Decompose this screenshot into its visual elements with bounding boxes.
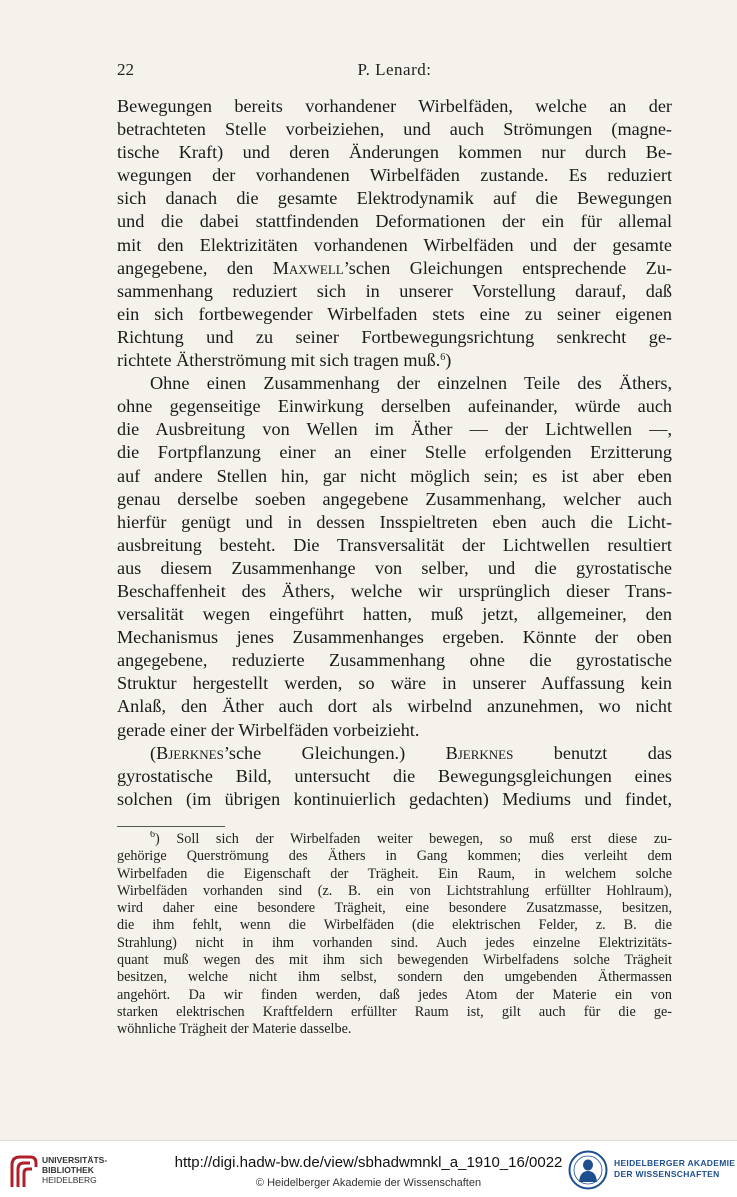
academy-seal-icon[interactable] bbox=[568, 1150, 608, 1190]
body-line: ausbreitung besteht. Die Transversalität der Lichtwellen resultiert bbox=[117, 534, 672, 555]
body-line: sich danach die gesamte Elektrodynamik auf die Bewegungen bbox=[117, 188, 672, 209]
body-line: Struktur hergestellt werden, so wäre in unserer Auffassung kein bbox=[117, 673, 672, 694]
body-line: richtete Ätherströmung mit sich tragen muß.$^6$) bbox=[117, 350, 452, 371]
footnote-line: quant muß wegen des mit ihm sich bewegenden Wirbelfadens solche Trägheit bbox=[117, 952, 672, 969]
body-line: genau derselbe soeben angegebene Zusammenhang, welcher auch bbox=[117, 488, 672, 509]
body-line: sammenhang reduziert sich in unserer Vorstellung darauf, daß bbox=[117, 280, 672, 301]
body-line: gerade einer der Wirbelfäden vorbeizieht. bbox=[117, 719, 420, 740]
page-number: 22 bbox=[117, 60, 134, 79]
body-line: solchen (im übrigen kontinuierlich gedachten) Mediums und findet, bbox=[117, 788, 672, 809]
body-line: angegebene, reduzierte Zusammenhang ohne die gyrostatische bbox=[117, 650, 672, 671]
body-line: Richtung und zu seiner Fortbewegungsrichtung senkrecht ge- bbox=[117, 326, 672, 347]
footnote-line: angehört. Da wir finden werden, daß jedes Atom der Materie ein von bbox=[117, 986, 672, 1003]
footnote-line: Strahlung) nicht in ihm vorhanden sind. Auch jedes einzelne Elektrizitäts- bbox=[117, 934, 672, 951]
footnote-line: starken elektrischen Kraftfeldern erfüllter Raum ist, gilt auch für die ge- bbox=[117, 1003, 672, 1020]
footnote bbox=[117, 831, 672, 1039]
library-name-line-1: UNIVERSITÄTS- bbox=[42, 1155, 108, 1165]
academy-name-line-1: HEIDELBERGER AKADEMIE bbox=[614, 1158, 736, 1168]
running-head: P. Lenard: bbox=[357, 60, 432, 79]
copyright-notice: © Heidelberger Akademie der Wissenschaften bbox=[255, 1177, 482, 1189]
body-line: ohne gegenseitige Einwirkung derselben aufeinander, würde auch bbox=[117, 396, 672, 417]
page-url-link[interactable]: http://digi.hadw-bw.de/view/sbhadwmnkl_a_1910_16/0022 bbox=[174, 1154, 563, 1171]
body-line: (Bjerknes’sche Gleichungen.) Bjerknes benutzt das bbox=[150, 742, 672, 763]
footnote-line: Wirbelfaden die Eigenschaft der Trägheit. Ein Raum, in welchem solche bbox=[117, 865, 672, 882]
body-text bbox=[117, 95, 672, 811]
footnote-line: Wirbelfäden vorhanden sind (z. B. ein von Lichtstrahlung erfüllter Hohlraum), bbox=[117, 882, 672, 899]
body-line: gyrostatische Bild, untersucht die Bewegungsgleichungen eines bbox=[117, 765, 672, 786]
footnote-line: die ihm fehlt, wenn die Wirbelfäden (die elektrischen Felder, z. B. die bbox=[117, 917, 672, 934]
footnote-line: gehörige Querströmung des Äthers in Gang kommen; dies verleiht dem bbox=[117, 848, 672, 865]
footnote-line: wöhnliche Trägheit der Materie dasselbe. bbox=[117, 1021, 352, 1038]
body-line: Anlaß, den Äther auch dort als wirbelnd anzunehmen, wo nicht bbox=[117, 696, 672, 717]
body-line: und die dabei stattfindenden Deformationen der ein für allemal bbox=[117, 211, 672, 232]
body-line: mit den Elektrizitäten vorhandenen Wirbelfäden und der gesamte bbox=[117, 234, 672, 255]
body-line: Ohne einen Zusammenhang der einzelnen Teile des Äthers, bbox=[150, 373, 672, 394]
body-line: Mechanismus jenes Zusammenhanges ergeben. Könnte der oben bbox=[117, 627, 672, 648]
footnote-rule bbox=[117, 826, 225, 827]
body-line: tische Kraft) und deren Änderungen kommen nur durch Be- bbox=[117, 142, 672, 163]
library-name-line-2: BIBLIOTHEK bbox=[42, 1165, 94, 1175]
body-line: Beschaffenheit des Äthers, welche wir ursprünglich dieser Trans- bbox=[117, 580, 672, 601]
body-line: betrachteten Stelle vorbeiziehen, und auch Strömungen (magne- bbox=[117, 119, 672, 140]
footnote-line: besitzen, welche nicht ihm selbst, sondern den umgebenden Äthermassen bbox=[117, 969, 672, 986]
page-header bbox=[117, 60, 672, 84]
body-line: hierfür genügt und in dessen Insspieltreten eben auch die Licht- bbox=[117, 511, 672, 532]
body-line: die Ausbreitung von Wellen im Äther — der Lichtwellen —, bbox=[117, 419, 672, 440]
academy-name bbox=[614, 1158, 735, 1180]
body-line: ein sich fortbewegender Wirbelfaden stets eine zu seiner eigenen bbox=[117, 303, 672, 324]
body-line: angegebene, den Maxwell’schen Gleichungen entsprechende Zu- bbox=[117, 257, 672, 278]
body-line: die Fortpflanzung einer an einer Stelle erfolgenden Erzitterung bbox=[117, 442, 672, 463]
body-line: versalität wegen eingeführt hatten, muß jetzt, allgemeiner, den bbox=[117, 604, 672, 625]
body-line: Bewegungen bereits vorhandener Wirbelfäden, welche an der bbox=[117, 96, 672, 116]
academy-name-line-2: DER WISSENSCHAFTEN bbox=[614, 1169, 720, 1179]
footnote-line: $^6$) Soll sich der Wirbelfaden weiter bewegen, so muß erst diese zu- bbox=[150, 831, 672, 847]
viewer-footer bbox=[0, 1140, 737, 1197]
body-line: aus diesem Zusammenhange von selber, und die gyrostatische bbox=[117, 557, 672, 578]
body-line: wegungen der vorhandenen Wirbelfäden zustande. Es reduziert bbox=[117, 165, 672, 186]
footnote-line: wird daher eine besondere Trägheit, eine besondere Zusatzmasse, besitzen, bbox=[117, 900, 672, 917]
library-name-line-3: HEIDELBERG bbox=[42, 1175, 97, 1185]
body-line: auf andere Stellen hin, gar nicht möglich sein; es ist aber eben bbox=[117, 465, 672, 486]
